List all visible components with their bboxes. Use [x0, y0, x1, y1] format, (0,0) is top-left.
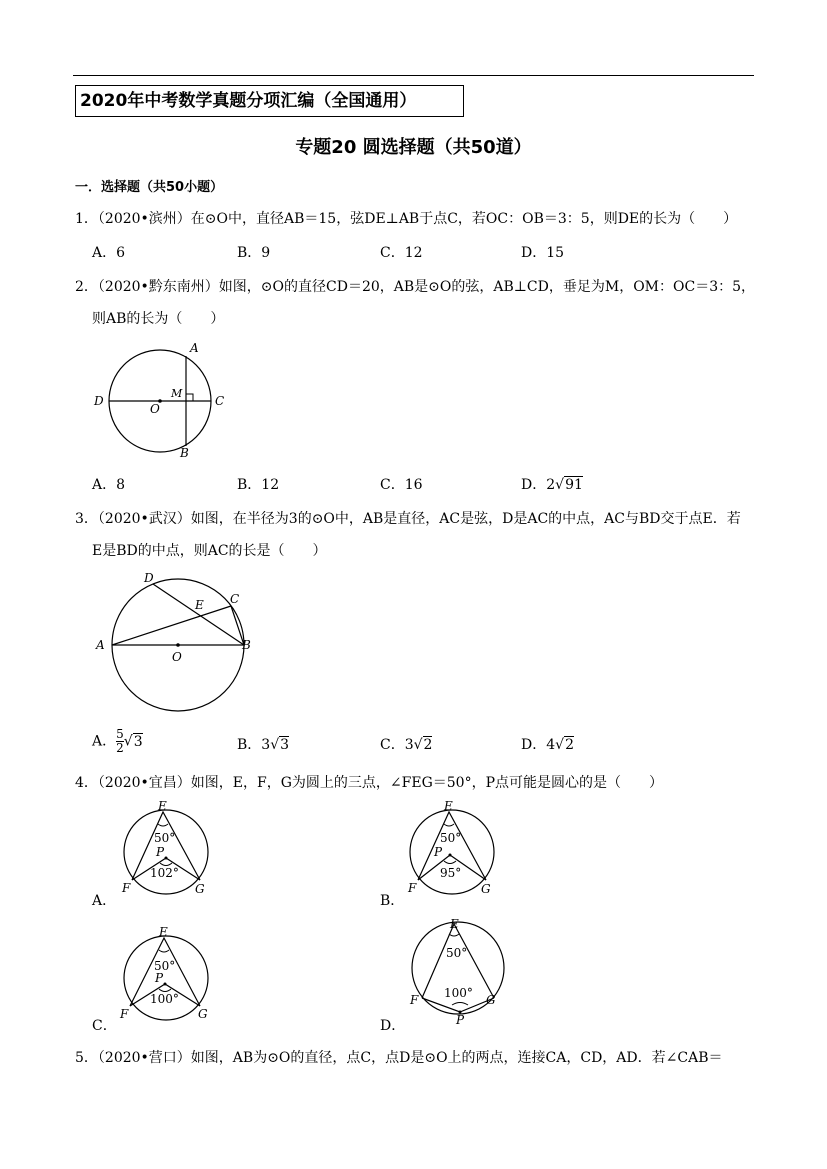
- q2-option-a: A．8: [92, 477, 126, 493]
- svg-text:F: F: [408, 881, 417, 895]
- q3-label-c: C: [230, 592, 240, 606]
- q3-option-c: C．3√2: [380, 737, 433, 753]
- document-title: 2020年中考数学真题分项汇编（全国通用）: [75, 85, 464, 117]
- q4-figure-d: [404, 912, 514, 1028]
- svg-text:F: F: [122, 881, 131, 895]
- section-heading: 一．选择题（共50小题）: [75, 180, 224, 195]
- q3-option-d: D．4√2: [521, 737, 574, 753]
- q3-label-b: B: [242, 638, 251, 652]
- q2-label-m: M: [171, 387, 183, 400]
- question-2-text-cont: 则AB的长为（ ）: [92, 311, 225, 327]
- q3-option-b: B．3√3: [237, 737, 290, 753]
- svg-text:F: F: [120, 1007, 129, 1021]
- q4a-angle-top: 50°: [154, 831, 176, 845]
- q3-option-a: A． $\frac{5}{2}$ √3: [92, 727, 143, 755]
- question-3-text: 3．（2020•武汉）如图，在半径为3的⊙O中，AB是直径，AC是弦，D是AC的中点，AC与BD交于点E．若: [75, 511, 741, 527]
- q4c-angle-top: 50°: [154, 959, 176, 973]
- q3-label-a: A: [96, 638, 105, 652]
- q2-label-o: O: [150, 402, 160, 416]
- question-2-text: 2．（2020•黔东南州）如图，⊙O的直径CD＝20，AB是⊙O的弦，AB⊥CD，垂足为M，OM：OC＝3：5，: [75, 279, 756, 295]
- q2-label-b: B: [180, 446, 189, 460]
- q4-figure-a: [118, 798, 218, 900]
- svg-text:P: P: [434, 845, 443, 859]
- svg-text:E: E: [450, 917, 459, 931]
- q4d-angle-top: 50°: [446, 946, 468, 960]
- svg-text:G: G: [481, 882, 491, 896]
- q2-label-d: D: [94, 394, 104, 408]
- q1-option-c: C．12: [380, 245, 423, 261]
- q4-option-d: D．: [380, 1018, 406, 1034]
- svg-text:G: G: [198, 1007, 208, 1021]
- svg-text:E: E: [159, 925, 168, 939]
- svg-text:P: P: [155, 971, 164, 985]
- q1-option-a: A．6: [92, 245, 126, 261]
- q4a-angle-bottom: 102°: [150, 866, 179, 880]
- svg-text:E: E: [158, 799, 167, 813]
- svg-text:G: G: [195, 882, 205, 896]
- q2-figure: [88, 338, 238, 463]
- q4-figure-b: [404, 798, 504, 900]
- q4b-angle-bottom: 95°: [440, 866, 462, 880]
- q4-option-a: A．: [92, 893, 117, 909]
- question-3-text-cont: E是BD的中点，则AC的长是（ ）: [92, 543, 327, 559]
- q1-option-b: B．9: [237, 245, 271, 261]
- q4-option-b: B．: [380, 893, 405, 909]
- question-5-text: 5．（2020•营口）如图，AB为⊙O的直径，点C，点D是⊙O上的两点，连接CA，CD，AD．若∠CAB＝: [75, 1050, 723, 1066]
- q2-option-d-radicand: 91: [565, 477, 583, 493]
- page-title: 专题20 圆选择题（共50道）: [295, 137, 532, 158]
- svg-text:P: P: [156, 845, 165, 859]
- q2-option-b: B．12: [237, 477, 280, 493]
- q4-figure-c: [118, 924, 218, 1026]
- svg-text:G: G: [486, 993, 496, 1007]
- q3-label-d: D: [144, 571, 154, 585]
- q4b-angle-top: 50°: [440, 831, 462, 845]
- q2-label-a: A: [190, 341, 199, 355]
- q1-option-d: D．15: [521, 245, 565, 261]
- q3-option-a-fraction: $\frac{5}{2}$: [116, 727, 124, 755]
- question-4-text: 4．（2020•宜昌）如图，E，F，G为圆上的三点，∠FEG＝50°，P点可能是圆心的是（ ）: [75, 775, 663, 791]
- svg-text:F: F: [410, 993, 419, 1007]
- q4d-angle-bottom: 100°: [444, 986, 473, 1000]
- svg-text:P: P: [456, 1013, 465, 1027]
- header-rule: [73, 75, 754, 76]
- svg-text:E: E: [444, 799, 453, 813]
- question-1-text: 1．（2020•滨州）在⊙O中，直径AB＝15，弦DE⊥AB于点C，若OC：OB＝3：5，则DE的长为（ ）: [75, 211, 738, 227]
- q2-option-d-label: D．2: [521, 477, 556, 493]
- q3-figure: [92, 568, 262, 718]
- q3-label-e: E: [195, 598, 204, 612]
- q4c-angle-bottom: 100°: [150, 992, 179, 1006]
- q4-option-c: C．: [92, 1018, 117, 1034]
- q3-label-o: O: [172, 650, 182, 664]
- q2-label-c: C: [215, 394, 225, 408]
- q2-option-c: C．16: [380, 477, 423, 493]
- q2-option-d: D．2√91: [521, 477, 583, 493]
